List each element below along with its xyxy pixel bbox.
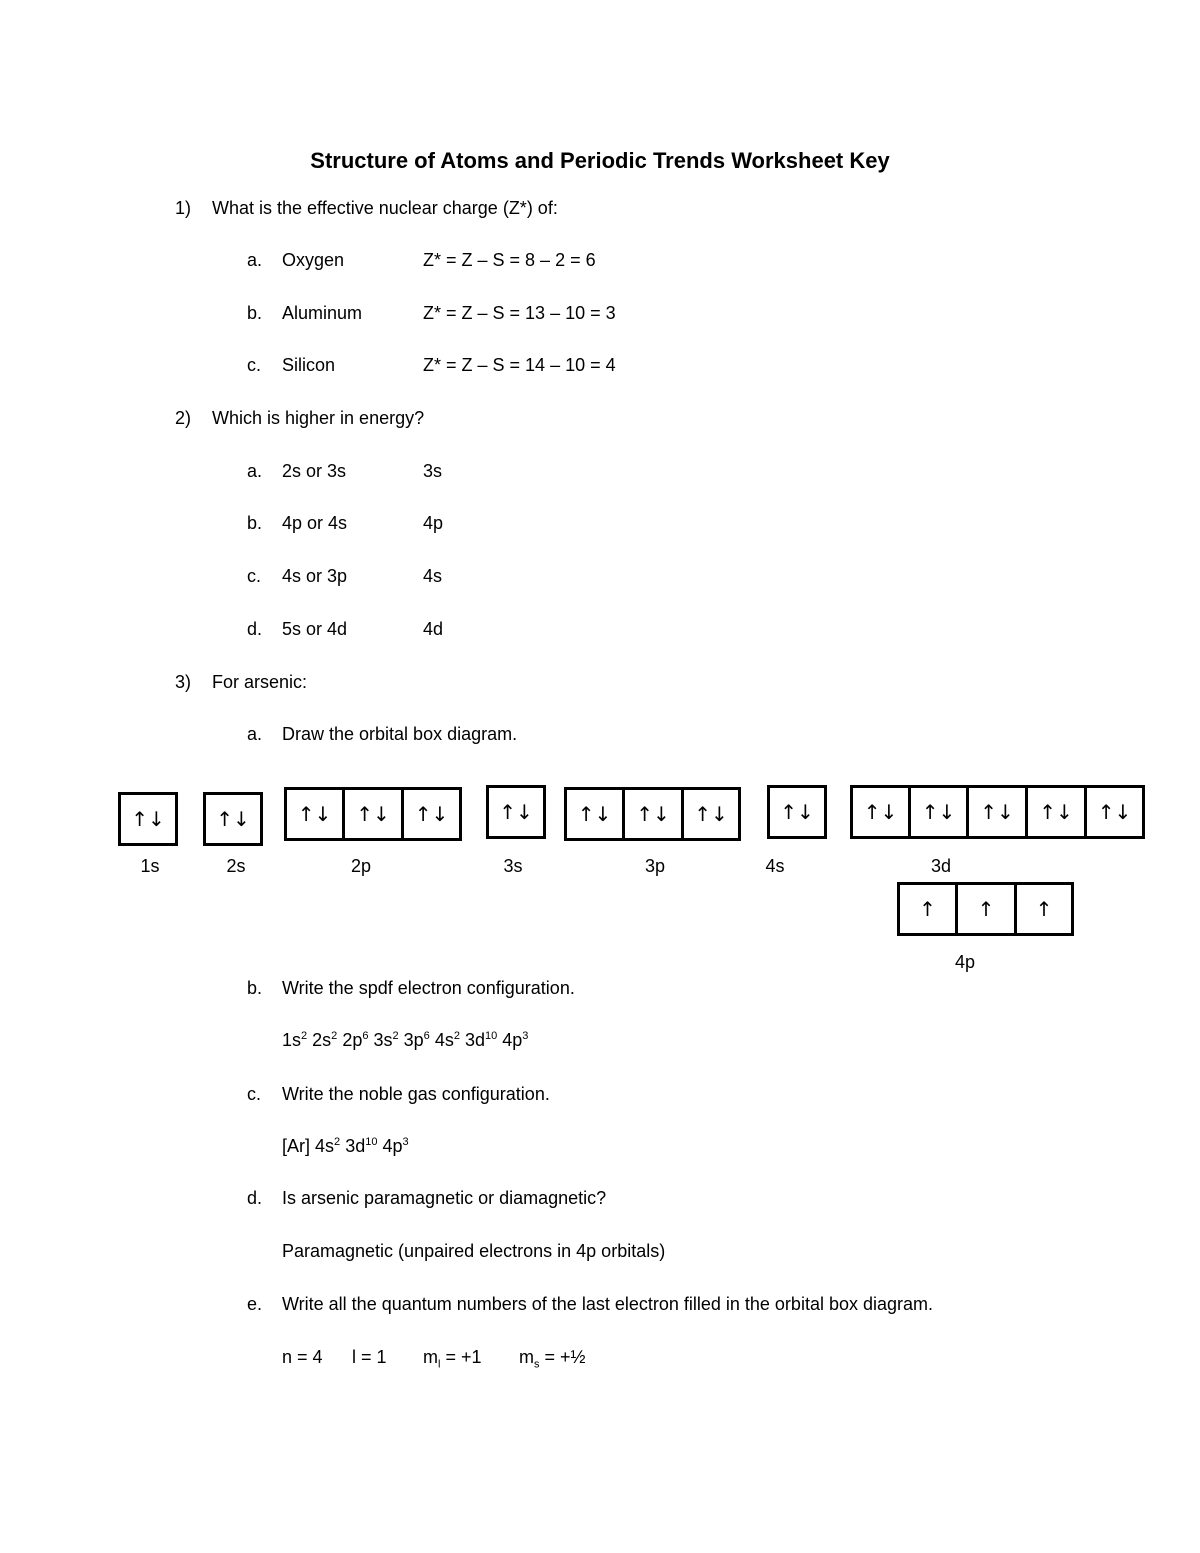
q1c-answer: Z* = Z – S = 14 – 10 = 4 bbox=[423, 355, 616, 375]
q3a-letter: a. bbox=[247, 724, 263, 744]
orbital-3d-box: ↑↓ bbox=[966, 785, 1028, 839]
orbital-label-3s: 3s bbox=[503, 856, 523, 876]
orbital-3d-box: ↑↓ bbox=[908, 785, 969, 839]
page-title: Structure of Atoms and Periodic Trends Worksheet Key bbox=[310, 148, 890, 173]
q3c-letter: c. bbox=[247, 1084, 262, 1104]
orbital-1s-box: ↑↓ bbox=[118, 792, 178, 846]
q3c-text: Write the noble gas configuration. bbox=[282, 1084, 550, 1104]
q2b-label: 4p or 4s bbox=[282, 513, 348, 533]
orbital-label-4p: 4p bbox=[954, 952, 976, 972]
q3e-letter: e. bbox=[247, 1294, 263, 1314]
q2d-answer: 4d bbox=[423, 619, 444, 639]
quantum-ml: $m_l = +1$ bbox=[423, 1347, 482, 1371]
q2d-label: 5s or 4d bbox=[282, 619, 348, 639]
q2d-letter: d. bbox=[247, 619, 263, 639]
orbital-label-2p: 2p bbox=[350, 856, 372, 876]
q3b-text: Write the spdf electron configuration. bbox=[282, 978, 575, 998]
orbital-4p-box: ↑ bbox=[897, 882, 958, 936]
orbital-2p-box: ↑↓ bbox=[342, 787, 404, 841]
orbital-4p-box: ↑ bbox=[1014, 882, 1074, 936]
q1b-answer: Z* = Z – S = 13 – 10 = 3 bbox=[423, 303, 616, 323]
orbital-4s-box: ↑↓ bbox=[767, 785, 827, 839]
q3b-letter: b. bbox=[247, 978, 263, 998]
q1a-answer: Z* = Z – S = 8 – 2 = 6 bbox=[423, 250, 596, 270]
quantum-ms: $m_s$ = +½ bbox=[519, 1347, 586, 1371]
q3d-text: Is arsenic paramagnetic or diamagnetic? bbox=[282, 1188, 607, 1208]
orbital-3d-box: ↑↓ bbox=[850, 785, 911, 839]
orbital-3d-box: ↑↓ bbox=[1084, 785, 1145, 839]
orbital-3s-box: ↑↓ bbox=[486, 785, 546, 839]
orbital-2p-box: ↑↓ bbox=[401, 787, 462, 841]
orbital-4p-box: ↑ bbox=[955, 882, 1017, 936]
orbital-2p-box: ↑↓ bbox=[284, 787, 345, 841]
orbital-2s-box: ↑↓ bbox=[203, 792, 263, 846]
q2c-answer: 4s bbox=[423, 566, 443, 586]
orbital-3d-box: ↑↓ bbox=[1025, 785, 1087, 839]
q2b-answer: 4p bbox=[423, 513, 444, 533]
q2c-label: 4s or 3p bbox=[282, 566, 348, 586]
quantum-l: l = 1 bbox=[352, 1347, 387, 1367]
orbital-3p-box: ↑↓ bbox=[564, 787, 625, 841]
q3d-answer: Paramagnetic (unpaired electrons in 4p orbitals) bbox=[282, 1241, 666, 1261]
orbital-3p-box: ↑↓ bbox=[681, 787, 741, 841]
q3-number: 3) bbox=[175, 672, 192, 692]
q2a-answer: 3s bbox=[423, 461, 443, 481]
quantum-n: n = 4 bbox=[282, 1347, 323, 1367]
q1-text: What is the effective nuclear charge (Z*) of: bbox=[212, 198, 558, 218]
orbital-label-3p: 3p bbox=[644, 856, 666, 876]
q1a-letter: a. bbox=[247, 250, 263, 270]
q3e-text: Write all the quantum numbers of the last electron filled in the orbital box diagram. bbox=[282, 1294, 934, 1314]
q2-number: 2) bbox=[175, 408, 192, 428]
q2a-label: 2s or 3s bbox=[282, 461, 347, 481]
orbital-label-4s: 4s bbox=[765, 856, 785, 876]
orbital-3p-box: ↑↓ bbox=[622, 787, 684, 841]
q2a-letter: a. bbox=[247, 461, 263, 481]
noble-gas-configuration: [Ar] $4s^2$ $3d^{10}$ $4p^3$ bbox=[282, 1136, 409, 1156]
q1a-label: Oxygen bbox=[282, 250, 345, 270]
spdf-configuration: $1s^2$ $2s^2$ $2p^6$ $3s^2$ $3p^6$ $4s^2$ $3d^{10}$ $4p^3$ bbox=[282, 1030, 529, 1050]
orbital-label-1s: 1s bbox=[140, 856, 160, 876]
q1-number: 1) bbox=[175, 198, 192, 218]
q2-text: Which is higher in energy? bbox=[212, 408, 425, 428]
q2b-letter: b. bbox=[247, 513, 263, 533]
orbital-label-3d: 3d bbox=[930, 856, 952, 876]
q3a-text: Draw the orbital box diagram. bbox=[282, 724, 518, 744]
q2c-letter: c. bbox=[247, 566, 262, 586]
q3-text: For arsenic: bbox=[212, 672, 308, 692]
orbital-label-2s: 2s bbox=[226, 856, 246, 876]
q3d-letter: d. bbox=[247, 1188, 263, 1208]
q1c-letter: c. bbox=[247, 355, 262, 375]
q1c-label: Silicon bbox=[282, 355, 336, 375]
q1b-letter: b. bbox=[247, 303, 263, 323]
q1b-label: Aluminum bbox=[282, 303, 363, 323]
